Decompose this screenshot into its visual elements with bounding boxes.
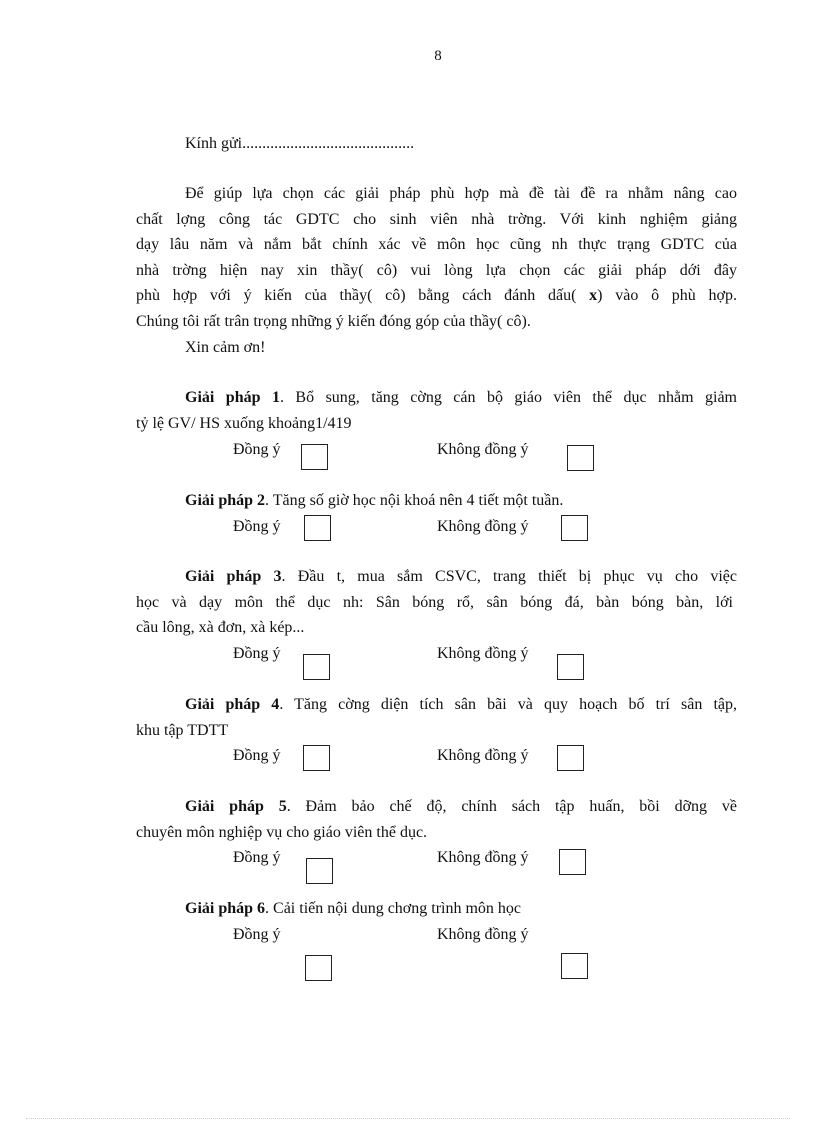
intro-line-2: chất lợng công tác GDTC cho sinh viên nhà trờng. Với kinh nghiệm giảng bbox=[136, 211, 737, 228]
solution-4-agree-label: Đồng ý bbox=[233, 747, 281, 764]
solution-1-disagree-label: Không đồng ý bbox=[437, 441, 529, 458]
page-bottom-divider bbox=[26, 1118, 790, 1119]
solution-5-title: Giải pháp 5 bbox=[185, 798, 287, 815]
solution-6-disagree-checkbox[interactable] bbox=[561, 953, 588, 979]
intro-line-5b: ) vào ô phù hợp. bbox=[597, 287, 737, 304]
solution-5-text: . Đảm bảo chế độ, chính sách tập huấn, bồi dỡng về bbox=[286, 798, 737, 815]
solution-3-title: Giải pháp 3 bbox=[185, 568, 282, 585]
solution-5-agree-checkbox[interactable] bbox=[306, 858, 333, 884]
solution-2-agree-checkbox[interactable] bbox=[304, 515, 331, 541]
solution-1-disagree-checkbox[interactable] bbox=[567, 445, 594, 471]
intro-line-5a: phù hợp với ý kiến của thầy( cô) bằng cách đánh dấu( bbox=[136, 287, 577, 304]
solution-1-title: Giải pháp 1 bbox=[185, 389, 280, 406]
solution-3-agree-checkbox[interactable] bbox=[303, 654, 330, 680]
solution-2-agree-label: Đồng ý bbox=[233, 518, 281, 535]
solution-4-disagree-checkbox[interactable] bbox=[557, 745, 584, 771]
solution-4-line-2: khu tập TDTT bbox=[136, 722, 229, 739]
mark-symbol: x bbox=[589, 287, 598, 304]
solution-3-text: . Đầu t, mua sắm CSVC, trang thiết bị phục vụ cho việc bbox=[281, 568, 738, 585]
solution-5-disagree-checkbox[interactable] bbox=[559, 849, 586, 875]
solution-1-text: . Bổ sung, tăng cờng cán bộ giáo viên thể dục nhằm giảm bbox=[279, 389, 738, 406]
solution-6-title: Giải pháp 6 bbox=[185, 900, 266, 917]
salutation: Kính gửi........................................... bbox=[185, 135, 415, 152]
thanks-text: Xin cảm ơn! bbox=[185, 339, 266, 356]
solution-6-agree-checkbox[interactable] bbox=[305, 955, 332, 981]
solution-2-disagree-label: Không đồng ý bbox=[437, 518, 529, 535]
solution-3-disagree-checkbox[interactable] bbox=[557, 654, 584, 680]
solution-4-title: Giải pháp 4 bbox=[185, 696, 280, 713]
solution-3-disagree-label: Không đồng ý bbox=[437, 645, 529, 662]
intro-line-4: nhà trờng hiện nay xin thầy( cô) vui lòng lựa chọn các giải pháp dới đây bbox=[136, 262, 737, 279]
solution-2-text: . Tăng số giờ học nội khoá nên 4 tiết một tuần. bbox=[265, 492, 564, 509]
solution-1-agree-label: Đồng ý bbox=[233, 441, 281, 458]
solution-4-text: . Tăng cờng diện tích sân bãi và quy hoạch bố trí sân tập, bbox=[279, 696, 738, 713]
solution-2-disagree-checkbox[interactable] bbox=[561, 515, 588, 541]
solution-6-agree-label: Đồng ý bbox=[233, 926, 281, 943]
solution-1-agree-checkbox[interactable] bbox=[301, 444, 328, 470]
solution-4-agree-checkbox[interactable] bbox=[303, 745, 330, 771]
solution-3-line-1 bbox=[185, 564, 737, 590]
page-number: 8 bbox=[434, 48, 442, 64]
intro-line-1: Để giúp lựa chọn các giải pháp phù hợp mà đề tài đề ra nhằm nâng cao bbox=[185, 185, 737, 202]
solution-5-agree-label: Đồng ý bbox=[233, 849, 281, 866]
intro-line-5 bbox=[136, 283, 737, 309]
solution-5-line-1 bbox=[185, 794, 737, 820]
solution-1-line-1 bbox=[185, 385, 737, 411]
solution-6-disagree-label: Không đồng ý bbox=[437, 926, 529, 943]
solution-6-text: . Cải tiến nội dung chơng trình môn học bbox=[265, 900, 522, 917]
solution-2-line-1 bbox=[185, 488, 563, 514]
solution-3-agree-label: Đồng ý bbox=[233, 645, 281, 662]
solution-3-line-2: học và dạy môn thể dục nh: Sân bóng rổ, sân bóng đá, bàn bóng bàn, lới bbox=[136, 594, 733, 611]
solution-5-line-2: chuyên môn nghiệp vụ cho giáo viên thể dục. bbox=[136, 824, 428, 841]
solution-3-line-3: cầu lông, xà đơn, xà kép... bbox=[136, 619, 305, 636]
solution-1-line-2: tỷ lệ GV/ HS xuống khoảng1/419 bbox=[136, 415, 352, 432]
solution-6-line-1 bbox=[185, 896, 521, 922]
solution-4-disagree-label: Không đồng ý bbox=[437, 747, 529, 764]
solution-4-line-1 bbox=[185, 692, 737, 718]
solution-5-disagree-label: Không đồng ý bbox=[437, 849, 529, 866]
solution-2-title: Giải pháp 2 bbox=[185, 492, 266, 509]
intro-line-6: Chúng tôi rất trân trọng những ý kiến đóng góp của thầy( cô). bbox=[136, 313, 531, 330]
intro-line-3: dạy lâu năm và nắm bắt chính xác về môn học cũng nh thực trạng GDTC của bbox=[136, 236, 737, 253]
